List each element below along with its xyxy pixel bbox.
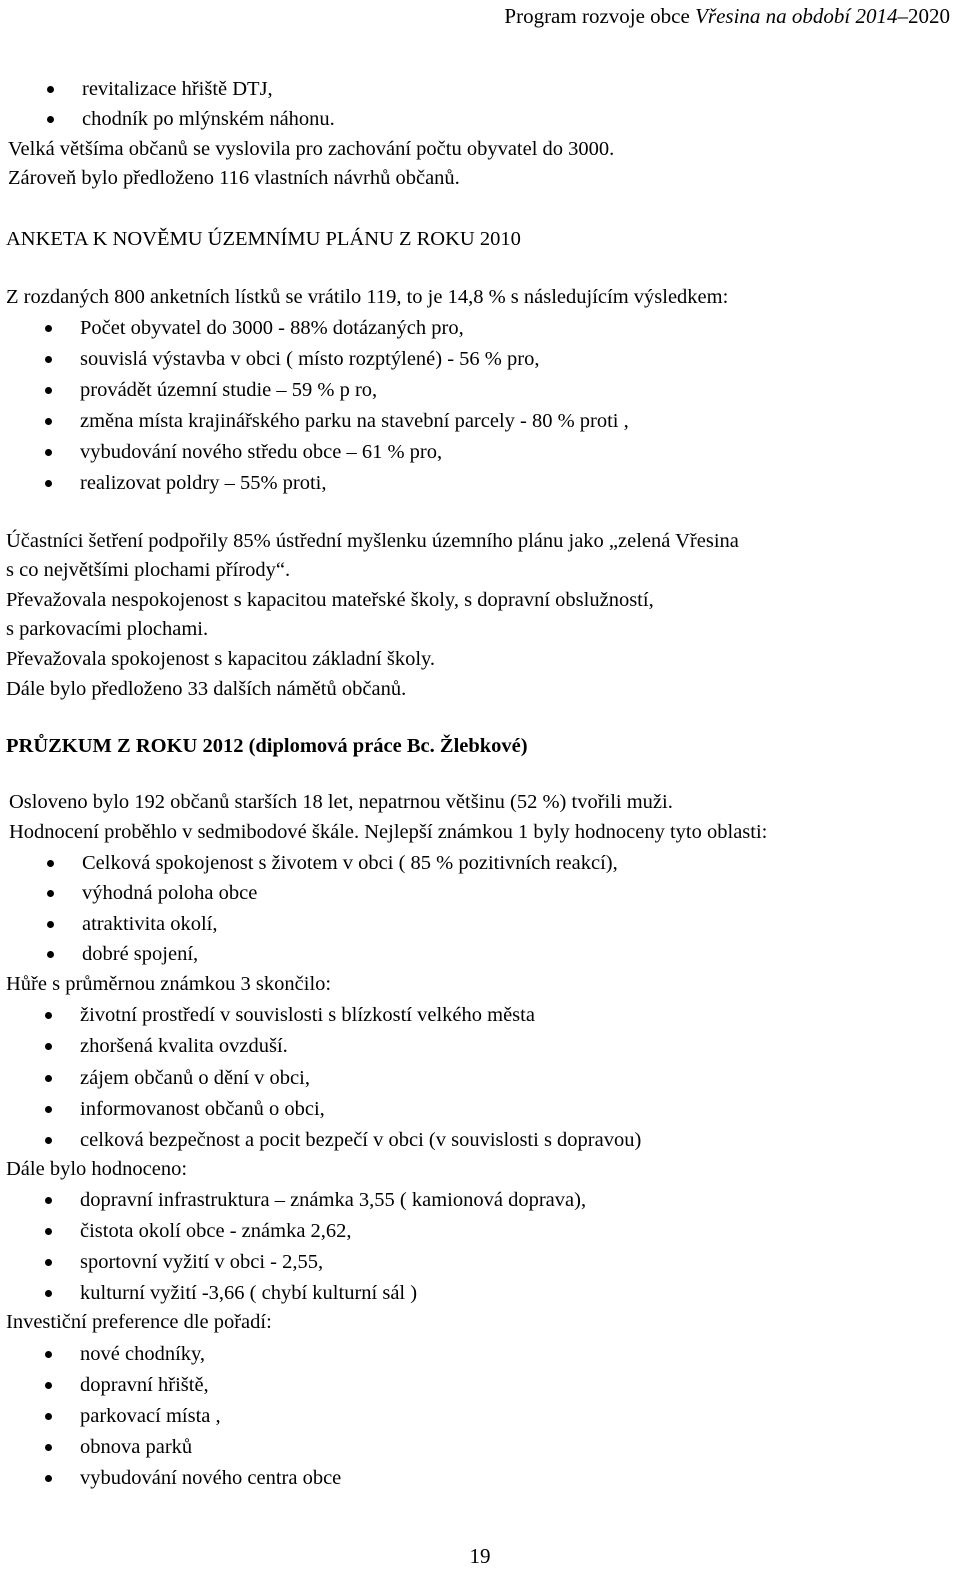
- list-item: dobré spojení,: [82, 940, 198, 968]
- list-item: výhodná poloha obce: [82, 879, 257, 907]
- list-item: informovanost občanů o obci,: [80, 1095, 325, 1123]
- page-number: 19: [469, 1544, 491, 1568]
- list-item: realizovat poldry – 55% proti,: [80, 469, 327, 497]
- list-item: obnova parků: [80, 1433, 192, 1461]
- list-item: Celková spokojenost s životem v obci ( 85 % pozitivních reakcí),: [82, 849, 618, 877]
- pruzkum-line: Osloveno bylo 192 občanů starších 18 let, nepatrnou většinu (52 %) tvořili muži.: [9, 791, 673, 813]
- section-heading-pruzkum: PRŮZKUM Z ROKU 2012 (diplomová práce Bc. Žlebkové): [6, 735, 528, 757]
- anketa-paragraph-line: Převažovala spokojenost s kapacitou základní školy.: [6, 648, 436, 670]
- list-item: Počet obyvatel do 3000 - 88% dotázaných pro,: [80, 314, 464, 342]
- pruzkum-line: Hodnocení proběhlo v sedmibodové škále. Nejlepší známkou 1 byly hodnoceny tyto oblasti:: [9, 821, 768, 843]
- list-item: revitalizace hřiště DTJ,: [82, 75, 273, 103]
- section-heading-anketa: ANKETA K NOVĚMU ÚZEMNÍMU PLÁNU Z ROKU 2010: [6, 228, 521, 250]
- list-item: zhoršená kvalita ovzduší.: [80, 1032, 288, 1060]
- invest-label: Investiční preference dle pořadí:: [6, 1311, 272, 1333]
- list-item: nové chodníky,: [80, 1340, 205, 1368]
- anketa-paragraph-line: s co největšími plochami přírody“.: [6, 559, 291, 581]
- list-item: dopravní hřiště,: [80, 1371, 209, 1399]
- list-item: kulturní vyžití -3,66 ( chybí kulturní sál ): [80, 1279, 417, 1307]
- list-item: provádět územní studie – 59 % p ro,: [80, 376, 377, 404]
- list-item: životní prostředí v souvislosti s blízkostí velkého města: [80, 1001, 535, 1029]
- list-item: atraktivita okolí,: [82, 910, 218, 938]
- list-item: zájem občanů o dění v obci,: [80, 1064, 310, 1092]
- header-italic: Vřesina na období 2014: [695, 4, 898, 28]
- list-item: dopravní infrastruktura – známka 3,55 ( kamionová doprava),: [80, 1186, 586, 1214]
- list-item: parkovací místa ,: [80, 1402, 221, 1430]
- other-label: Dále bylo hodnoceno:: [6, 1158, 188, 1180]
- page-header: [504, 2, 950, 30]
- header-prefix: Program rozvoje obce: [504, 4, 696, 28]
- intro-line: Zároveň bylo předloženo 116 vlastních návrhů občanů.: [8, 167, 460, 189]
- list-item: vybudování nového centra obce: [80, 1464, 341, 1492]
- intro-line: Velká většíma občanů se vyslovila pro zachování počtu obyvatel do 3000.: [8, 138, 615, 160]
- list-item: čistota okolí obce - známka 2,62,: [80, 1217, 352, 1245]
- list-item: sportovní vyžití v obci - 2,55,: [80, 1248, 323, 1276]
- anketa-lead: Z rozdaných 800 anketních lístků se vrátilo 119, to je 14,8 % s následujícím výsledkem:: [6, 286, 729, 308]
- anketa-paragraph-line: Převažovala nespokojenost s kapacitou mateřské školy, s dopravní obslužností,: [6, 589, 654, 611]
- list-item: souvislá výstavba v obci ( místo rozptýlené) - 56 % pro,: [80, 345, 539, 373]
- list-item: chodník po mlýnském náhonu.: [82, 105, 335, 133]
- list-item: celková bezpečnost a pocit bezpečí v obci (v souvislosti s dopravou): [80, 1126, 641, 1154]
- list-item: vybudování nového středu obce – 61 % pro,: [80, 438, 442, 466]
- anketa-paragraph-line: Dále bylo předloženo 33 dalších námětů občanů.: [6, 678, 407, 700]
- header-suffix: –2020: [897, 4, 950, 28]
- anketa-paragraph-line: s parkovacími plochami.: [6, 618, 209, 640]
- anketa-paragraph-line: Účastníci šetření podpořily 85% ústřední myšlenku územního plánu jako „zelená Vřesina: [6, 530, 739, 552]
- worse-label: Hůře s průměrnou známkou 3 skončilo:: [6, 973, 332, 995]
- list-item: změna místa krajinářského parku na stavební parcely - 80 % proti ,: [80, 407, 629, 435]
